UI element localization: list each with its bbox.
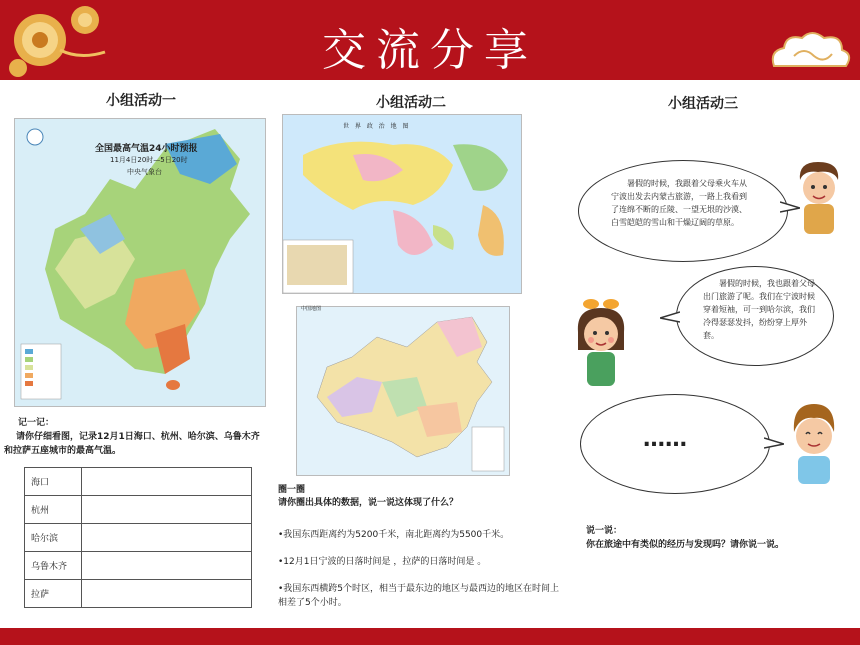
activity-two-title: 小组活动二 <box>376 95 446 111</box>
temperature-record-table <box>24 467 252 608</box>
value-input-cell[interactable] <box>82 468 252 496</box>
table-row <box>25 524 252 552</box>
page-title: 交流分享 <box>322 25 538 76</box>
bubble-tail-icon <box>660 310 680 324</box>
china-political-map <box>296 306 510 476</box>
table-row <box>25 496 252 524</box>
boy-2-avatar-icon <box>784 398 844 486</box>
city-cell: 杭州 <box>25 496 82 524</box>
cloud-decoration-icon <box>764 26 854 76</box>
map-title: 全国最高气温24小时预报 <box>95 144 198 154</box>
girl-avatar-icon <box>574 296 628 388</box>
bubble-text: 暑假的时候，我也跟着父母出门旅游了呢。我们在宁波时候穿着短袖，可一到哈尔滨，我们冷得瑟瑟发抖，纷纷穿上厚外套。 <box>703 279 815 340</box>
bubble-tail-icon <box>764 436 784 450</box>
china-map-title: 中国地图 <box>301 306 322 312</box>
map-source: 中央气象台 <box>127 168 162 176</box>
circle-instruction: 请你圈出具体的数据，说一说这体现了什么？ <box>278 498 459 508</box>
ellipsis-text: …… <box>643 427 687 452</box>
value-input-cell[interactable] <box>82 496 252 524</box>
world-political-map <box>282 114 522 294</box>
header-banner <box>0 0 860 80</box>
speech-bubble-boy-2 <box>580 394 770 494</box>
city-cell: 乌鲁木齐 <box>25 552 82 580</box>
value-input-cell[interactable] <box>82 552 252 580</box>
bullet-timezones: •我国东西横跨5个时区，相当于最东边的地区与最西边的地区在时间上相差了5个小时。 <box>278 584 560 608</box>
record-instruction: 请你仔细看图，记录12月1日海口、杭州、哈尔滨、乌鲁木齐和拉萨五座城市的最高气温。 <box>4 432 260 456</box>
china-temperature-map <box>14 118 266 407</box>
value-input-cell[interactable] <box>82 580 252 608</box>
city-cell: 拉萨 <box>25 580 82 608</box>
speech-bubble-girl <box>676 266 834 366</box>
map-subtitle: 11月4日20时—5日20时 <box>110 156 188 164</box>
speech-bubble-boy-1 <box>578 160 788 262</box>
world-map-graphic <box>283 115 521 293</box>
bullet-sunset: •12月1日宁波的日落时间是 ，拉萨的日落时间是 。 <box>278 557 487 567</box>
world-map-title: 世 界 政 治 地 图 <box>343 123 411 130</box>
talk-instruction: 你在旅途中有类似的经历与发现吗？请你说一说。 <box>586 540 785 550</box>
talk-heading: 说一说： <box>586 526 623 536</box>
table-row <box>25 580 252 608</box>
value-input-cell[interactable] <box>82 524 252 552</box>
bubble-text: 暑假的时候，我跟着父母乘火车从宁波出发去内蒙古旅游，一路上我看到了连绵不断的丘陵、一望无垠的沙漠、白雪皑皑的雪山和干燥辽阔的草原。 <box>611 179 747 227</box>
city-cell: 海口 <box>25 468 82 496</box>
table-row <box>25 552 252 580</box>
activity-three-title: 小组活动三 <box>668 96 738 112</box>
boy-avatar-icon <box>794 158 844 238</box>
china-map-graphic <box>297 307 509 475</box>
bullet-distance: •我国东西距离约为5200千米，南北距离约为5500千米。 <box>278 530 510 540</box>
circle-heading: 圈一圈 <box>278 485 306 495</box>
activity-one-title: 小组活动一 <box>106 93 176 109</box>
city-cell: 哈尔滨 <box>25 524 82 552</box>
footer-bar <box>0 628 860 645</box>
table-row <box>25 468 252 496</box>
record-heading: 记一记： <box>18 418 55 428</box>
